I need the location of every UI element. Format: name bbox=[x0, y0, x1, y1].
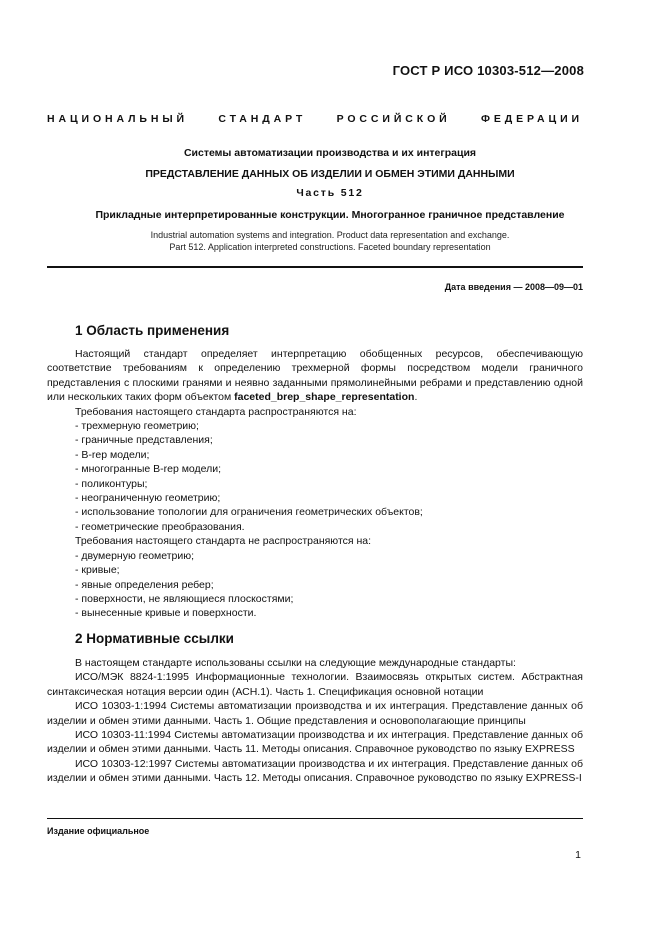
title-divider bbox=[47, 266, 583, 268]
effective-date: Дата введения — 2008—09—01 bbox=[444, 282, 583, 292]
list-item: - использование топологии для ограничения геометрических объектов; bbox=[75, 506, 423, 519]
list-item: - кривые; bbox=[75, 564, 120, 577]
list-item: - граничные представления; bbox=[75, 434, 213, 447]
english-title-line-1: Industrial automation systems and integration. Product data representation and exchange. bbox=[150, 230, 510, 240]
list-item: - геометрические преобразования. bbox=[75, 520, 245, 533]
list-item: - явные определения ребер; bbox=[75, 578, 214, 591]
page-number: 1 bbox=[575, 849, 581, 861]
section-2-heading: 2 Нормативные ссылки bbox=[75, 631, 234, 646]
section-2-body bbox=[47, 656, 583, 786]
scope-paragraph bbox=[47, 347, 583, 405]
standard-banner: НАЦИОНАЛЬНЫЙ СТАНДАРТ РОССИЙСКОЙ ФЕДЕРАЦИИ bbox=[47, 113, 583, 125]
list-item: - поверхности, не являющиеся плоскостями; bbox=[75, 592, 294, 605]
reference-item: ИСО 10303-11:1994 Системы автоматизации производства и их интеграция. Представление данных об изделии и обмен этими данными. Часть 11. Методы описания. Справочное руководство по языку EXPRESS bbox=[47, 729, 583, 756]
section-1-heading: 1 Область применения bbox=[75, 323, 230, 338]
list-item: - трехмерную геометрию; bbox=[75, 420, 199, 433]
english-title bbox=[47, 230, 613, 253]
list-item: - двумерную геометрию; bbox=[75, 549, 195, 562]
part-label: Часть 512 bbox=[296, 187, 364, 199]
scope-end: . bbox=[414, 391, 418, 404]
reference-item: ИСО 10303-12:1997 Системы автоматизации производства и их интеграция. Представление данных об изделии и обмен этими данными. Часть 12. Методы описания. Справочное руководство по языку EXPRESS-I bbox=[47, 757, 583, 785]
document-number: ГОСТ Р ИСО 10303-512—2008 bbox=[392, 63, 584, 78]
part-title: Прикладные интерпретированные конструкции. Многогранное граничное представление bbox=[95, 209, 565, 221]
main-title: ПРЕДСТАВЛЕНИЕ ДАННЫХ ОБ ИЗДЕЛИИ И ОБМЕН ЭТИМИ ДАННЫМИ bbox=[145, 168, 515, 180]
applies-label: Требования настоящего стандарта распространяются на: bbox=[75, 405, 357, 418]
edition-label: Издание официальное bbox=[47, 826, 150, 836]
not-applies-label: Требования настоящего стандарта не распространяются на: bbox=[75, 535, 372, 548]
list-item: - B-rep модели; bbox=[75, 448, 150, 461]
english-title-line-2: Part 512. Application interpreted constructions. Faceted boundary representation bbox=[169, 241, 491, 252]
list-item: - многогранные B-rep модели; bbox=[75, 463, 222, 476]
footer-divider bbox=[47, 818, 583, 819]
entity-name: faceted_brep_shape_representation bbox=[234, 391, 415, 404]
scope-text: Настоящий стандарт определяет интерпретацию обобщенных ресурсов, обеспечивающую соответствие требованиям к определению трехмерной формы посредством модели граничного представления с плоскими гранями и неявно заданными прямолинейными ребрами и представлению одной или нескольких таких форм объектом bbox=[47, 348, 583, 404]
list-item: - вынесенные кривые и поверхности. bbox=[75, 607, 257, 620]
reference-item: ИСО/МЭК 8824-1:1995 Информационные технологии. Взаимосвязь открытых систем. Абстрактная синтаксическая нотация версии один (АСН.1). Часть 1. Спецификация основной нотации bbox=[47, 671, 583, 698]
references-intro: В настоящем стандарте использованы ссылки на следующие международные стандарты: bbox=[75, 657, 516, 669]
section-1-body bbox=[47, 347, 583, 621]
reference-item: ИСО 10303-1:1994 Системы автоматизации производства и их интеграция. Представление данных об изделии и обмен этими данными. Часть 1. Общие представления и основополагающие принципы bbox=[47, 700, 583, 727]
system-title: Системы автоматизации производства и их интеграция bbox=[183, 147, 477, 159]
list-item: - неограниченную геометрию; bbox=[75, 492, 221, 505]
list-item: - поликонтуры; bbox=[75, 477, 148, 490]
